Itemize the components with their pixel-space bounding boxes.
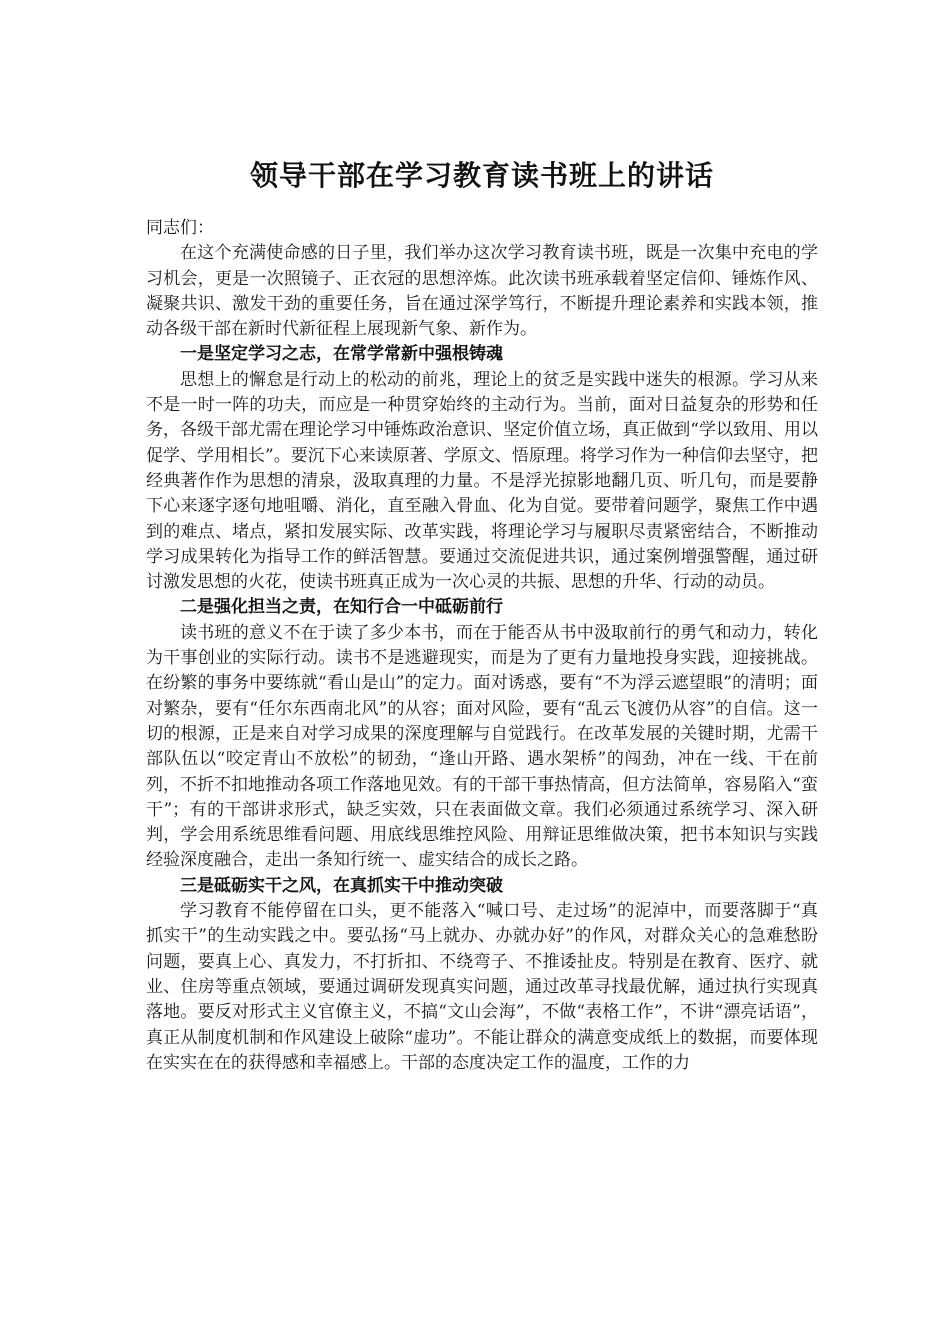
section-heading-2: 二是强化担当之责，在知行合一中砥砺前行: [180, 597, 503, 618]
intro-paragraph: 在这个充满使命感的日子里，我们举办这次学习教育读书班，既是一次集中充电的学习机会，更是一次照镜子、正衣冠的思想淬炼。此次读书班承载着坚定信仰、锤炼作风、凝聚共识、激发干劲的重要任务，旨在通过深学笃行，不断提升理论素养和实践本领，推动各级干部在新时代新征程上展现新气象、新作为。: [146, 243, 818, 340]
section-heading-3: 三是砥砺实干之风，在真抓实干中推动突破: [180, 875, 503, 896]
section-body-3: 学习教育不能停留在口头，更不能落入“喊口号、走过场”的泥淖中，而要落脚于“真抓实干”的生动实践之中。要弘扬“马上就办、办就办好”的作风，对群众关心的急难愁盼问题，要真上心、真发力，不打折扣、不绕弯子、不推诿扯皮。特别是在教育、医疗、就业、住房等重点领域，要通过调研发现真实问题，通过改革寻找最优解，通过执行实现真落地。要反对形式主义官僚主义，不搞“文山会海”，不做“表格工作”，不讲“漂亮话语”，真正从制度机制和作风建设上破除“虚功”。不能让群众的满意变成纸上的数据，而要体现在实实在在的获得感和幸福感上。干部的态度决定工作的温度，工作的力: [146, 901, 818, 1073]
salutation: 同志们：: [146, 218, 214, 238]
document-body: [146, 152, 818, 1076]
document-title: 领导干部在学习教育读书班上的讲话: [249, 159, 714, 192]
section-body-2: 读书班的意义不在于读了多少本书，而在于能否从书中汲取前行的勇气和动力，转化为干事创业的实际行动。读书不是逃避现实，而是为了更有力量地投身实践，迎接挑战。在纷繁的事务中要练就“看山是山”的定力。面对诱惑，要有“不为浮云遮望眼”的清明；面对繁杂，要有“任尔东西南北风”的从容；面对风险，要有“乱云飞渡仍从容”的自信。这一切的根源，正是来自对学习成果的深度理解与自觉践行。在改革发展的关键时期，尤需干部队伍以“咬定青山不放松”的韧劲，“逢山开路、遇水架桥”的闯劲，冲在一线、干在前列，不折不扣地推动各项工作落地见效。有的干部干事热情高，但方法简单，容易陷入“蛮干”；有的干部讲求形式，缺乏实效，只在表面做文章。我们必须通过系统学习、深入研判，学会用系统思维看问题、用底线思维控风险、用辩证思维做决策，把书本知识与实践经验深度融合，走出一条知行统一、虚实结合的成长之路。: [146, 622, 818, 871]
section-body-1: 思想上的懈怠是行动上的松动的前兆，理论上的贫乏是实践中迷失的根源。学习从来不是一时一阵的功夫，而应是一种贯穿始终的主动行为。当前，面对日益复杂的形势和任务，各级干部尤需在理论学习中锤炼政治意识、坚定价值立场，真正做到“学以致用、用以促学、学用相长”。要沉下心来读原著、学原文、悟原理。将学习作为一种信仰去坚守，把经典著作作为思想的清泉，汲取真理的力量。不是浮光掠影地翻几页、听几句，而是要静下心来逐字逐句地咀嚼、消化，直至融入骨血、化为自觉。要带着问题学，聚焦工作中遇到的难点、堵点，紧扣发展实际、改革实践，将理论学习与履职尽责紧密结合，不断推动学习成果转化为指导工作的鲜活智慧。要通过交流促进共识，通过案例增强警醒，通过研讨激发思想的火花，使读书班真正成为一次心灵的共振、思想的升华、行动的动员。: [146, 369, 818, 593]
section-heading-1: 一是坚定学习之志，在常学常新中强根铸魂: [180, 344, 503, 365]
